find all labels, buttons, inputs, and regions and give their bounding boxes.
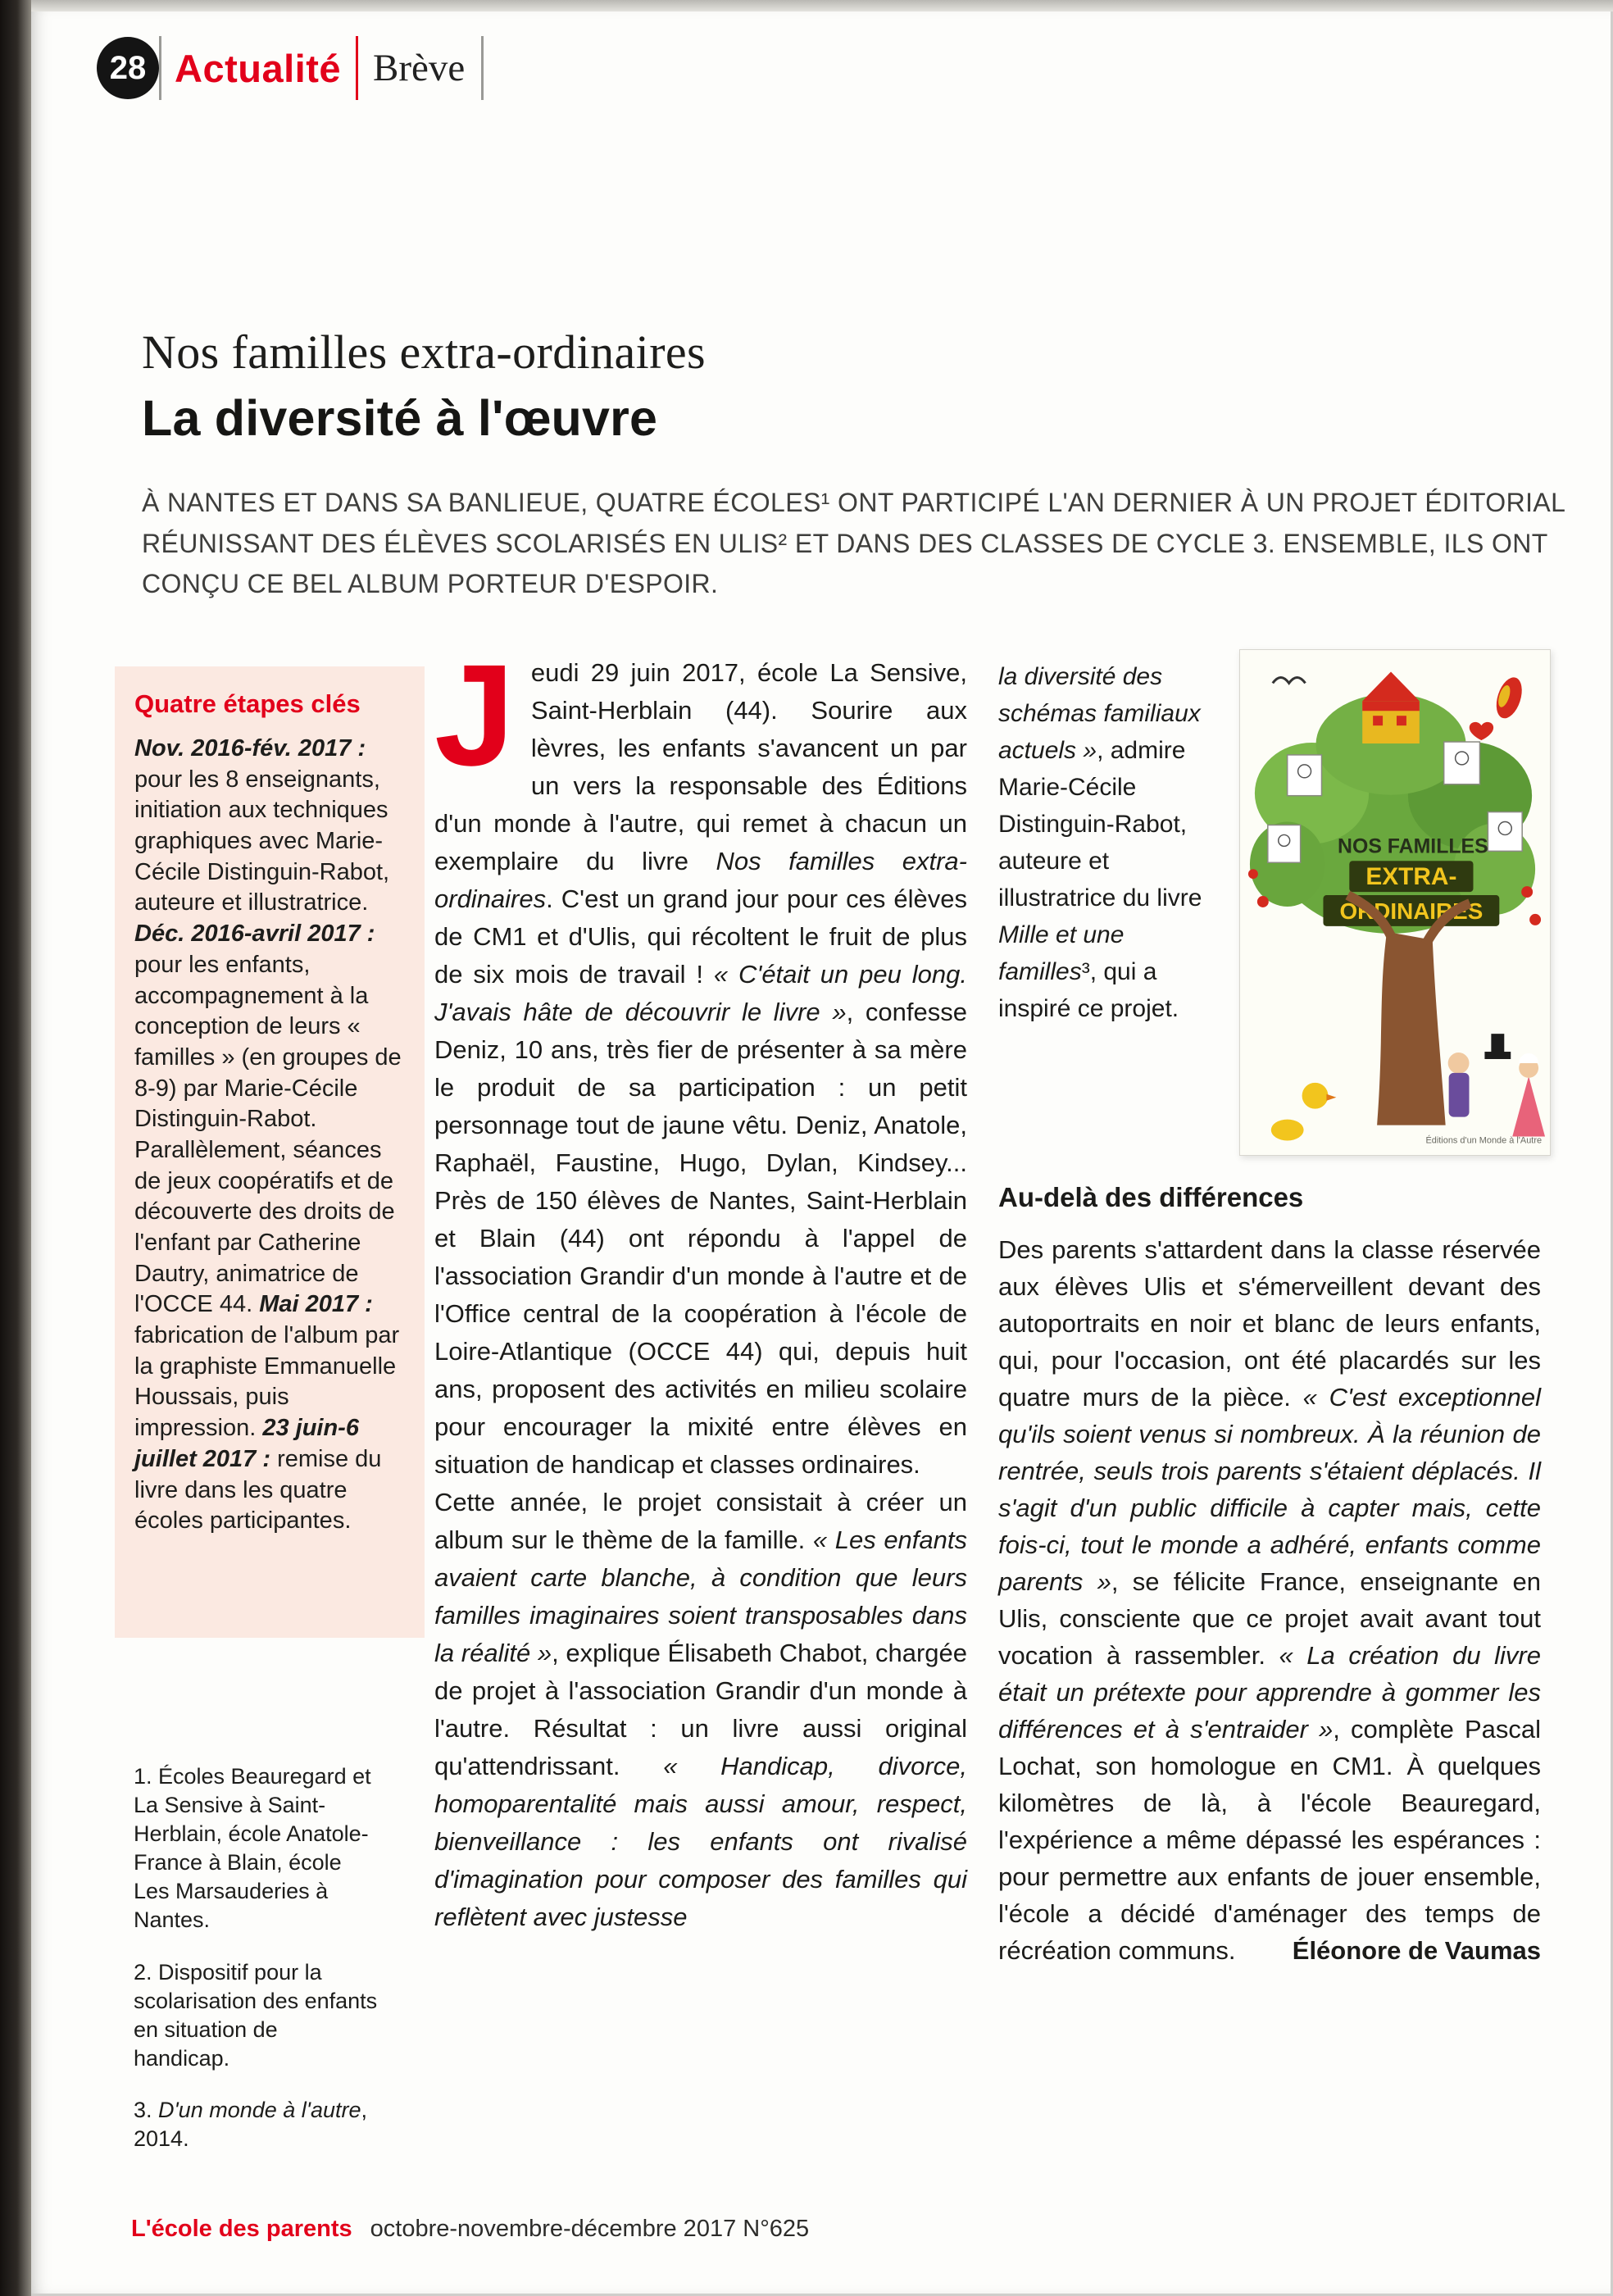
issue-info: octobre-novembre-décembre 2017 N°625 <box>370 2216 810 2242</box>
footnote-2: 2. Dispositif pour la scolarisation des enfants en situation de handicap. <box>134 1959 378 2071</box>
section-subhead: Au-delà des différences <box>998 1182 1304 1212</box>
article-paragraph-1 <box>434 635 967 1484</box>
article-title: La diversité à l'œuvre <box>142 390 658 446</box>
footnotes <box>134 1762 379 2176</box>
page-footer <box>131 2216 809 2243</box>
magazine-name: L'école des parents <box>131 2216 352 2242</box>
masthead-divider <box>481 36 484 100</box>
masthead <box>97 36 484 100</box>
scan-edge-left <box>0 0 31 2296</box>
key-steps-sidebar <box>115 666 425 1638</box>
quote-continuation-text: la diversité des schémas familiaux actuels », admire Marie-Cécile Distinguin-Rabot, auteure et illustratrice du livre Mille et une familles³, qui a inspiré ce projet. <box>998 663 1202 1022</box>
book-cover-photo <box>1239 649 1551 1156</box>
article-center-column <box>434 635 968 1936</box>
book-cover-illustration <box>1240 650 1550 1155</box>
paragraph-3-text: Des parents s'attardent dans la classe réservée aux élèves Ulis et s'émerveillent devant des autoportraits en noir et blanc de leurs enfants, qui, pour l'occasion, ont été placardés sur les quatre murs de la pièce. « C'est exceptionnel qu'ils soient venus si nombreux. À la réunion de rentrée, seuls trois parents s'étaient déplacés. Il s'agit d'un public difficile à capter mais, cette fois-ci, tout le monde a adhéré, enfants comme parents », se félicite France, enseignante en Ulis, consciente que ce projet avait avant tout vocation à rassembler. « La création du livre était un prétexte pour apprendre à gommer les différences et à s'entraider », complète Pascal Lochat, son homologue en CM1. À quelques kilomètres de là, à l'école Beauregard, l'expérience a même dépassé les espérances : pour permettre aux enfants de jouer ensemble, l'école a décidé d'aménager des temps de récréation communs. <box>998 1235 1541 1965</box>
page-number-badge <box>97 37 159 99</box>
article-right-column-top <box>998 658 1210 1027</box>
book-title-line1: NOS FAMILLES <box>1338 834 1488 858</box>
headline-block <box>142 325 1568 605</box>
article-standfirst: À NANTES ET DANS SA BANLIEUE, QUATRE ÉCOLES¹ ONT PARTICIPÉ L'AN DERNIER À UN PROJET ÉDITORIAL RÉUNISSANT DES ÉLÈVES SCOLARISÉS EN ULIS² ET DANS DES CLASSES DE CYCLE 3. ENSEMBLE, ILS ONT CONÇU CE BEL ALBUM PORTEUR D'ESPOIR. <box>142 488 1565 599</box>
author-byline: Éléonore de Vaumas <box>1292 1936 1541 1965</box>
masthead-divider <box>159 36 161 100</box>
subsection-label: Brève <box>373 47 466 89</box>
footnote-1: 1. Écoles Beauregard et La Sensive à Saint-Herblain, école Anatole-France à Blain, école Les Marsauderies à Nantes. <box>134 1764 371 1933</box>
article-kicker: Nos familles extra-ordinaires <box>142 325 707 379</box>
sidebar-text: Nov. 2016-fév. 2017 : pour les 8 enseignants, initiation aux techniques graphiques avec Marie-Cécile Distinguin-Rabot, auteure et illustratrice. Déc. 2016-avril 2017 : pour les enfants, accompagnement à la conception de leurs « familles » (en groupes de 8-9) par Marie-Cécile Distinguin-Rabot. Parallèlement, séances de jeux coopératifs et de découverte des droits de l'enfant par Catherine Dautry, animatrice de l'OCCE 44. Mai 2017 : fabrication de l'album par la graphiste Emmanuelle Houssais, puis impression. 23 juin-6 juillet 2017 : remise du livre dans les quatre écoles participantes. <box>134 735 402 1534</box>
paragraph-1-text: eudi 29 juin 2017, école La Sensive, Saint-Herblain (44). Sourire aux lèvres, les enfants s'avancent un par un vers la responsable des Éditions d'un monde à l'autre, qui remet à chacun un exemplaire du livre Nos familles extra-ordinaires. C'est un grand jour pour ces élèves de CM1 et d'Ulis, qui récoltent le fruit de plus de six mois de travail ! « C'était un peu long. J'avais hâte de découvrir le livre », confesse Deniz, 10 ans, très fier de présenter à sa mère le produit de sa participation : un petit personnage tout de jaune vêtu. Deniz, Anatole, Raphaël, Faustine, Hugo, Dylan, Kindsey... Près de 150 élèves de Nantes, Saint-Herblain et Blain (44) ont répondu à l'appel de l'association Grandir d'un monde à l'autre et de l'Office central de la coopération à l'école de Loire-Atlantique (OCCE 44) qui, depuis huit ans, proposent des activités en milieu scolaire pour encourager la mixité entre élèves en situation de handicap et classes ordinaires. <box>434 658 967 1479</box>
drop-cap: J <box>434 635 515 796</box>
paragraph-2-text: Cette année, le projet consistait à créer un album sur le thème de la famille. « Les enfants avaient carte blanche, à condition que leurs familles imaginaires soient transposables dans la réalité », explique Élisabeth Chabot, chargée de projet à l'association Grandir d'un monde à l'autre. Résultat : un livre aussi original qu'attendrissant. « Handicap, divorce, homoparentalité mais aussi amour, respect, bienveillance : les enfants ont rivalisé d'imagination pour composer des familles qui reflètent avec justesse <box>434 1488 968 1931</box>
book-title-line2: EXTRA- <box>1365 863 1457 891</box>
book-title-line3: ORDINAIRES <box>1339 898 1484 924</box>
masthead-divider-red <box>356 36 358 100</box>
article-right-column-bottom <box>998 1182 1541 1969</box>
page-number: 28 <box>109 49 147 86</box>
footnote-3: 3. D'un monde à l'autre, 2014. <box>134 2097 368 2152</box>
article-paragraph-2 <box>434 1484 967 1936</box>
scan-edge-top <box>0 0 1613 11</box>
section-label: Actualité <box>175 46 341 90</box>
book-imprint: Éditions d'un Monde à l'Autre <box>1425 1135 1543 1146</box>
article-paragraph-3 <box>998 1231 1541 1969</box>
sidebar-title: Quatre étapes clés <box>134 689 361 718</box>
